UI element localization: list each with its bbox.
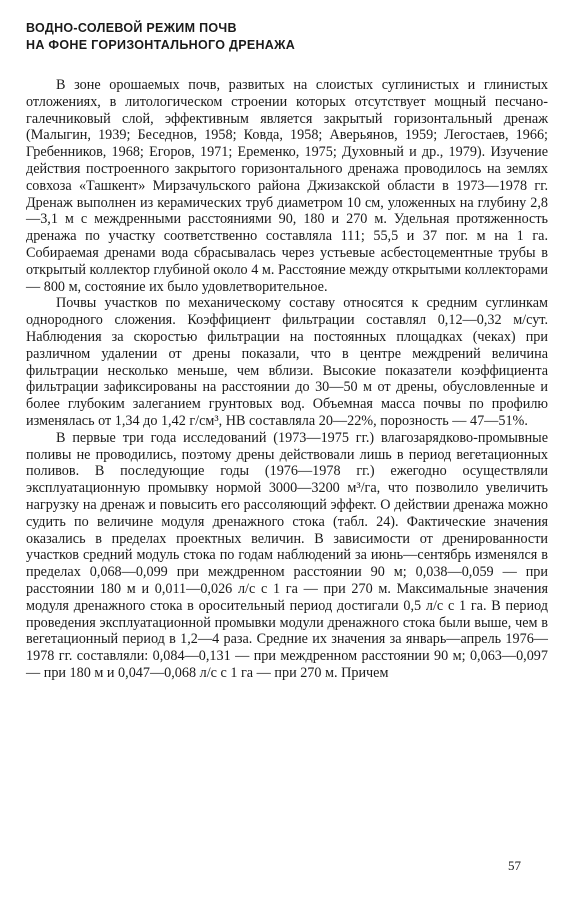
paragraph-1: В зоне орошаемых почв, развитых на слоистых суглинистых и глинистых отложениях, в литологическом строении которых отсутствует мощный песчано-галечниковый слой, эффективным является закрытый горизонтальный дренаж (Малыгин, 1939; Беседнов, 1958; Ковда, 1958; Аверьянов, 1959; Легостаев, 1966; Гребенников, 1968; Егоров, 1971; Еременко, 1975; Духовный и др., 1979). Изучение действия построенного закрытого горизонтального дренажа проводилось на землях совхоза «Ташкент» Мирзачульского района Джизакской области в 1973—1978 гг. Дренаж выполнен из керамических труб диаметром 10 см, уложенных на глубину 2,8—3,1 м с междренными расстояниями 90, 180 и 270 м. Удельная протяженность дренажа по участку соответственно составляла 111; 55,5 и 37 пог. м на 1 га. Собираемая дренами вода сбрасывалась через устьевые асбестоцементные трубы в открытый коллектор глубиной около 4 м. Расстояние между открытыми коллекторами — 800 м, состояние их было удовлетворительное. <box>26 77 548 295</box>
section-heading <box>26 20 546 54</box>
page-number: 57 <box>508 858 521 873</box>
heading-line-1: ВОДНО-СОЛЕВОЙ РЕЖИМ ПОЧВ <box>26 21 237 35</box>
paragraph-3: В первые три года исследований (1973—1975 гг.) влагозарядково-промывные поливы не проводились, поэтому дрены действовали лишь в период вегетационных поливов. В последующие годы (1976—1978 гг.) ежегодно осуществляли эксплуатационную промывку нормой 3000—3200 м³/га, что позволило увеличить нагрузку на дренаж и повысить его рассоляющий эффект. О действии дренажа можно судить по величине модуля дренажного стока (табл. 24). Фактические значения оказались в пределах проектных величин. В зависимости от дренированности участков средний модуль стока по годам наблюдений за июнь—сентябрь изменялся в пределах 0,068—0,099 при междренном расстоянии 90 м; 0,038—0,059 — при расстоянии 180 м и 0,011—0,026 л/с с 1 га — при 270 м. Максимальные значения модуля дренажного стока в оросительный период достигали 0,5 л/с с 1 га. В период проведения эксплуатационной промывки модули дренажного стока были выше, чем в вегетационный период в 1,2—4 раза. Средние их значения за январь—апрель 1976—1978 гг. составляли: 0,084—0,131 — при междренном расстоянии 90 м; 0,063—0,097 — при 180 м и 0,047—0,068 л/с с 1 га — при 270 м. Причем <box>26 429 548 681</box>
heading-line-2: НА ФОНЕ ГОРИЗОНТАЛЬНОГО ДРЕНАЖА <box>26 38 296 52</box>
body-text <box>26 77 548 682</box>
paragraph-2: Почвы участков по механическому составу относятся к средним суглинкам однородного сложения. Коэффициент фильтрации составлял 0,12—0,32 м/сут. Наблюдения за скоростью фильтрации на постоянных площадках (чеках) при различном удалении от дрены показали, что в центре междрений величина фильтрации несколько меньше, чем вблизи. Высокие показатели коэффициента фильтрации зафиксированы на расстоянии до 30—50 м от дрены, обусловленные и более глубоким залеганием грунтовых вод. Объемная масса почвы по профилю изменялась от 1,34 до 1,42 г/см³, НВ составляла 20—22%, порозность — 47—51%. <box>26 295 548 429</box>
